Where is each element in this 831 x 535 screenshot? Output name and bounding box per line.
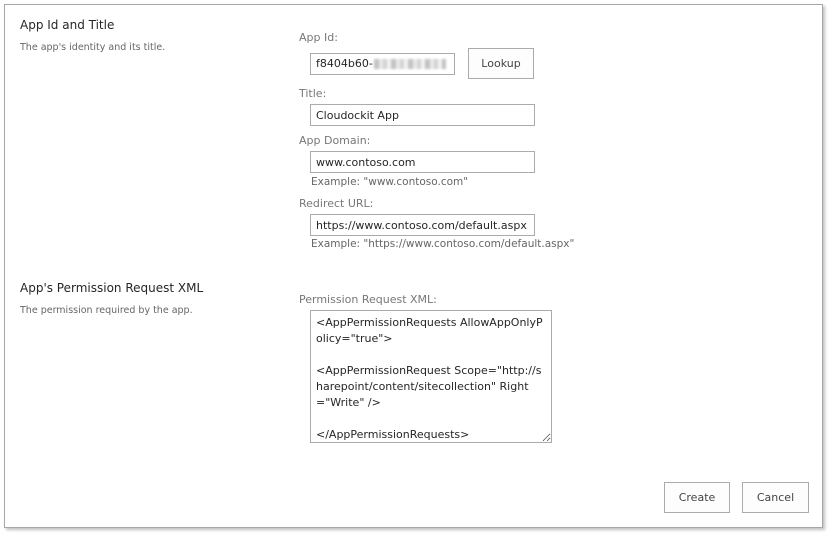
- identity-section-description: The app's identity and its title.: [20, 42, 166, 53]
- identity-section-title: App Id and Title: [20, 18, 115, 32]
- permission-section-description: The permission required by the app.: [20, 305, 193, 316]
- app-id-input[interactable]: [310, 53, 455, 75]
- redirect-url-example: Example: "https://www.contoso.com/default.aspx": [311, 238, 575, 250]
- permission-xml-label: Permission Request XML:: [299, 293, 437, 306]
- redirect-url-label: Redirect URL:: [299, 197, 374, 210]
- lookup-button[interactable]: Lookup: [468, 48, 534, 79]
- permission-xml-textarea[interactable]: [310, 310, 552, 443]
- redirect-url-input[interactable]: [310, 214, 535, 236]
- app-id-value: f8404b60-: [316, 57, 373, 70]
- app-id-label: App Id:: [299, 31, 338, 44]
- app-domain-input[interactable]: [310, 151, 535, 173]
- app-domain-label: App Domain:: [299, 134, 371, 147]
- app-domain-example: Example: "www.contoso.com": [311, 176, 469, 188]
- title-input[interactable]: [310, 104, 535, 126]
- cancel-button[interactable]: Cancel: [742, 482, 809, 513]
- title-label: Title:: [299, 87, 327, 100]
- redacted-app-id: [374, 59, 446, 69]
- create-button[interactable]: Create: [664, 482, 730, 513]
- permission-section-title: App's Permission Request XML: [20, 281, 204, 295]
- app-registration-panel: [4, 4, 823, 528]
